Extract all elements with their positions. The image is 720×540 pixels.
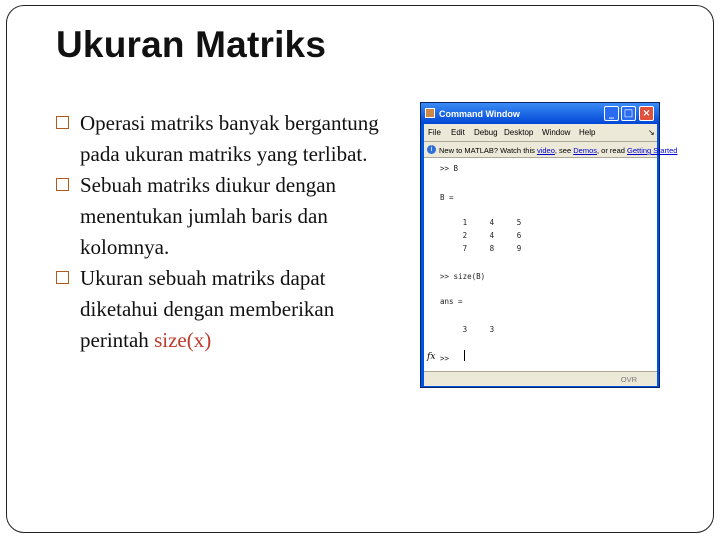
console-line: B = bbox=[440, 193, 454, 202]
bullet-list bbox=[56, 108, 396, 356]
bullet-text: Sebuah matriks diukur dengan menentukan jumlah baris dan kolomnya. bbox=[80, 173, 337, 259]
info-bar: i New to MATLAB? Watch this video, see Demos, or read Getting Started bbox=[424, 141, 657, 158]
slide-title: Ukuran Matriks bbox=[56, 24, 327, 65]
square-bullet-icon bbox=[56, 271, 69, 284]
command-prompt[interactable]: >> bbox=[440, 354, 450, 363]
bullet-item bbox=[56, 263, 396, 356]
console-output[interactable] bbox=[424, 157, 657, 372]
overwrite-indicator: OVR bbox=[620, 375, 637, 384]
menu-window[interactable]: Window bbox=[542, 128, 571, 137]
matlab-icon bbox=[425, 108, 435, 118]
getting-started-link[interactable]: Getting Started bbox=[627, 146, 678, 155]
bullet-item bbox=[56, 108, 396, 170]
close-button[interactable]: × bbox=[639, 106, 654, 121]
video-link[interactable]: video bbox=[536, 146, 555, 155]
info-icon: i bbox=[427, 145, 436, 154]
bullet-item bbox=[56, 170, 396, 263]
console-line: ans = bbox=[440, 297, 463, 306]
console-line: 2 4 6 bbox=[440, 231, 522, 240]
function-browser-icon[interactable]: fx bbox=[427, 352, 436, 362]
window-titlebar[interactable] bbox=[421, 103, 659, 124]
command-highlight: size(x) bbox=[154, 328, 212, 352]
square-bullet-icon bbox=[56, 116, 69, 129]
menu-bar bbox=[424, 124, 657, 141]
console-line: >> B bbox=[440, 164, 459, 173]
undock-arrow-icon[interactable]: ↘ bbox=[648, 128, 655, 137]
bullet-text: Ukuran sebuah matriks dapat diketahui dengan memberikan perintah bbox=[80, 266, 335, 352]
window-title: Command Window bbox=[439, 109, 520, 119]
menu-desktop[interactable]: Desktop bbox=[504, 128, 534, 137]
matlab-command-window bbox=[420, 102, 678, 388]
minimize-button[interactable]: _ bbox=[604, 106, 619, 121]
text-cursor bbox=[464, 350, 465, 361]
maximize-button[interactable]: □ bbox=[621, 106, 636, 121]
console-line: >> size(B) bbox=[440, 272, 486, 281]
console-line: 7 8 9 bbox=[440, 244, 522, 253]
console-line: 3 3 bbox=[440, 325, 495, 334]
console-line: 1 4 5 bbox=[440, 218, 522, 227]
menu-debug[interactable]: Debug bbox=[474, 128, 498, 137]
demos-link[interactable]: Demos bbox=[573, 146, 597, 155]
menu-edit[interactable]: Edit bbox=[451, 128, 465, 137]
menu-help[interactable]: Help bbox=[579, 128, 596, 137]
status-bar bbox=[424, 371, 657, 386]
bullet-text: Operasi matriks banyak bergantung pada ukuran matriks yang terlibat. bbox=[80, 111, 379, 166]
menu-file[interactable]: File bbox=[428, 128, 441, 137]
square-bullet-icon bbox=[56, 178, 69, 191]
